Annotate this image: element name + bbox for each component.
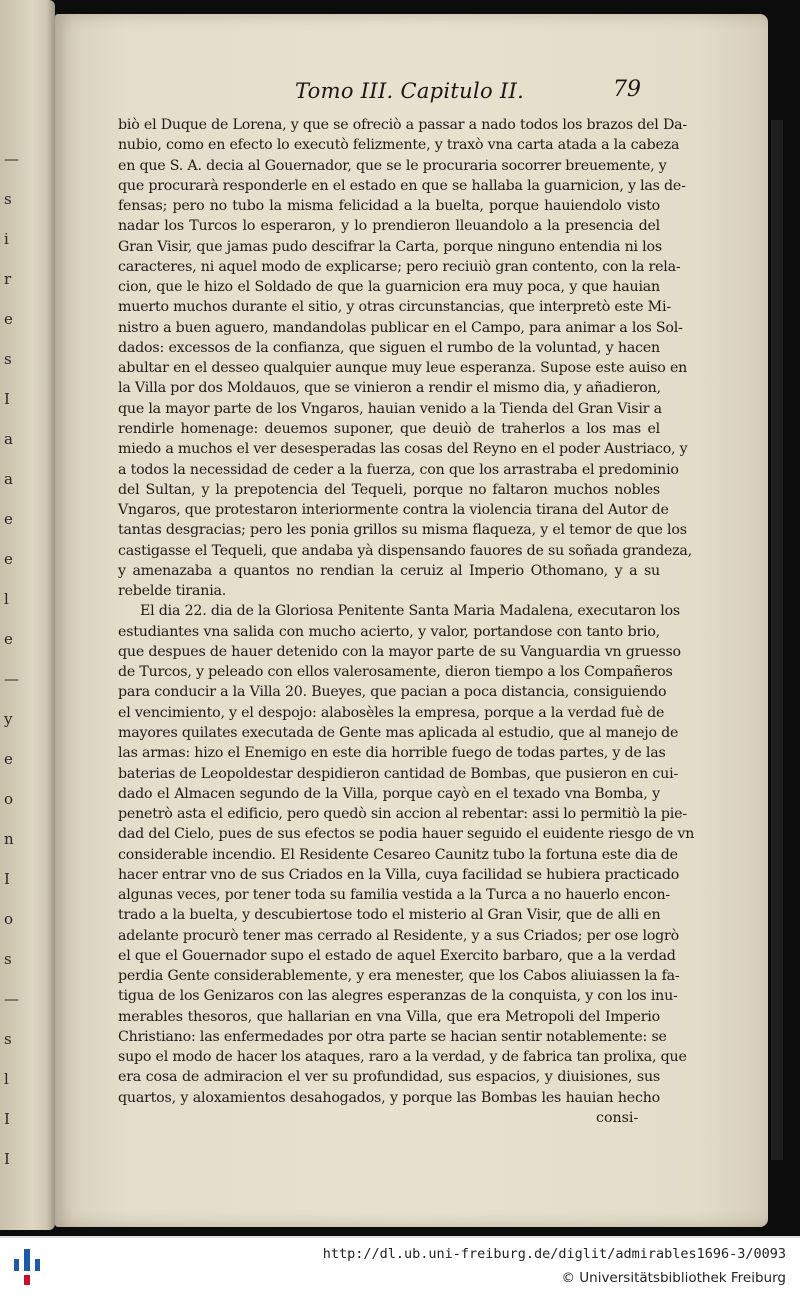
text-line: considerable incendio. El Residente Cesareo Caunitz tubo la fortuna este dia de bbox=[118, 846, 678, 863]
facing-page-fragment: I bbox=[4, 1110, 10, 1128]
facing-page-fragment: a bbox=[4, 470, 13, 488]
university-logo-icon bbox=[10, 1247, 50, 1287]
text-line: nistro a buen aguero, mandandolas publicar en el Campo, para animar a los Sol- bbox=[118, 319, 683, 336]
text-line: hacer entrar vno de sus Criados en la Villa, cuya facilidad se hubiera practicado bbox=[118, 866, 680, 883]
document-url-link[interactable]: http://dl.ub.uni-freiburg.de/diglit/admirables1696-3/0093 bbox=[322, 1246, 786, 1262]
text-line: que despues de hauer detenido con la mayor parte de su Vanguardia vn gruesso bbox=[118, 643, 681, 660]
facing-page-fragment: I bbox=[4, 390, 10, 408]
text-line: dado el Almacen segundo de la Villa, porque cayò en el texado vna Bomba, y bbox=[118, 785, 660, 802]
text-line: era cosa de admiracion el ver su profundidad, sus espacios, y diuisiones, sus bbox=[118, 1069, 660, 1086]
facing-page-fragment: e bbox=[4, 510, 13, 528]
scan-edge-strip bbox=[771, 120, 783, 1160]
logo-bar-center-icon bbox=[24, 1249, 30, 1271]
text-line: mayores quilates executada de Gente mas aplicada al estudio, que al manejo de bbox=[118, 724, 679, 741]
running-title: Tomo III. Capitulo II. bbox=[295, 79, 525, 103]
text-line: dad del Cielo, pues de sus efectos se podia hauer seguido el euidente riesgo de vn bbox=[118, 826, 695, 843]
text-line: en que S. A. decia al Gouernador, que se le procuraria socorrer breuemente, y bbox=[118, 157, 667, 174]
text-line: tigua de los Genizaros con las alegres esperanzas de la conquista, y con los inu- bbox=[118, 988, 678, 1005]
facing-page-fragment: s bbox=[4, 950, 12, 968]
text-line: miedo a muchos el ver desesperadas las cosas del Reyno en el poder Austriaco, y bbox=[118, 441, 688, 458]
body-text bbox=[118, 115, 695, 1108]
text-line: estudiantes vna salida con mucho acierto, y valor, portandose con tanto brio, bbox=[118, 623, 660, 640]
facing-page-fragment: I bbox=[4, 870, 10, 888]
text-line: muerto muchos durante el sitio, y otras circunstancias, que interpretò este Mi- bbox=[118, 299, 671, 316]
facing-page-fragment: e bbox=[4, 550, 13, 568]
facing-page-fragment: l bbox=[4, 590, 9, 608]
text-line: que la mayor parte de los Vngaros, hauian venido a la Tienda del Gran Visir a bbox=[118, 400, 662, 417]
facing-page-fragment: s bbox=[4, 350, 12, 368]
text-line: merables thesoros, que hallarian en vna Villa, que era Metropoli del Imperio bbox=[118, 1008, 660, 1025]
text-line: supo el modo de hacer los ataques, raro a la verdad, y de fabrica tan prolixa, que bbox=[118, 1049, 687, 1066]
text-line: baterias de Leopoldestar despidieron cantidad de Bombas, que pusieron en cui- bbox=[118, 765, 679, 782]
text-line: cion, que le hizo el Soldado de que la guarnicion era muy poca, y que hauian bbox=[118, 279, 660, 296]
text-line: tantas desgracias; pero les ponia grillos su misma flaqueza, y el temor de que los bbox=[118, 522, 687, 539]
text-line: algunas veces, por tener toda su familia vestida a la Turca a no hauerlo encon- bbox=[118, 887, 671, 904]
page-number: 79 bbox=[613, 77, 641, 102]
text-line: quartos, y aloxamientos desahogados, y porque las Bombas les hauian hecho bbox=[118, 1089, 660, 1106]
text-line: el vencimiento, y el despojo: alabosèles la empresa, porque a la verdad fuè de bbox=[118, 704, 665, 721]
text-line: biò el Duque de Lorena, y que se ofreciò a passar a nado todos los brazos del Da- bbox=[118, 117, 687, 133]
facing-page-fragment: s bbox=[4, 1030, 12, 1048]
text-line: a todos la necessidad de ceder a la fuerza, con que los arrastraba el predominio bbox=[118, 461, 679, 478]
logo-bar-left-icon bbox=[14, 1259, 19, 1271]
text-line: y amenazaba a quantos no rendian la ceruiz al Imperio Othomano, y a su bbox=[118, 562, 660, 579]
text-line: perdia Gente considerablemente, y era menester, que los Cabos aliuiassen la fa- bbox=[118, 968, 680, 985]
facing-page-fragment: y bbox=[4, 710, 13, 728]
facing-page-fragment: o bbox=[4, 790, 14, 808]
text-line: Christiano: las enfermedades por otra parte se hacian sentir notablemente: se bbox=[118, 1028, 667, 1045]
text-line: para conducir a la Villa 20. Bueyes, que pacian a poca distancia, consiguiendo bbox=[118, 684, 667, 701]
page-header bbox=[295, 79, 695, 109]
text-line: el que el Gouernador supo el estado de aquel Exercito barbaro, que a la verdad bbox=[118, 947, 676, 964]
facing-page-fragment: — bbox=[4, 990, 19, 1008]
text-line: la Villa por dos Moldauos, que se vinieron a rendir el mismo dia, y añadieron, bbox=[118, 380, 661, 397]
catchword: consi- bbox=[596, 1110, 639, 1126]
text-line: nadar los Turcos lo esperaron, y lo prendieron lleuandolo a la presencia del bbox=[118, 218, 660, 235]
text-line: que procurarà responderle en el estado en que se hallaba la guarnicion, y las de- bbox=[118, 177, 686, 194]
text-line: castigasse el Tequeli, que andaba yà dispensando fauores de su soñada grandeza, bbox=[118, 542, 692, 559]
text-line: caracteres, ni aquel modo de explicarse; pero reciuiò gran contento, con la rela- bbox=[118, 258, 681, 275]
logo-bar-bottom-icon bbox=[24, 1275, 30, 1285]
text-line: adelante procurò tener mas cerrado al Residente, y a sus Criados; per ose logrò bbox=[118, 927, 679, 944]
facing-page-fragment: o bbox=[4, 910, 14, 928]
facing-page-fragment: a bbox=[4, 430, 13, 448]
facing-page-fragment: e bbox=[4, 630, 13, 648]
copyright-notice: © Universitätsbibliothek Freiburg bbox=[561, 1270, 786, 1286]
text-line: Gran Visir, que jamas pudo descifrar la Carta, porque ninguno entendia ni los bbox=[118, 238, 662, 255]
text-line: las armas: hizo el Enemigo en este dia horrible fuego de todas partes, y de las bbox=[118, 745, 666, 762]
facing-page-fragment: l bbox=[4, 1070, 9, 1088]
text-line: del Sultan, y la prepotencia del Tequeli, porque no faltaron muchos nobles bbox=[118, 481, 660, 498]
text-line: fensas; pero no tubo la misma felicidad a la buelta, porque hauiendolo visto bbox=[118, 198, 660, 215]
text-line: nubio, como en efecto lo executò felizmente, y traxò vna carta atada a la cabeza bbox=[118, 137, 680, 154]
facing-page-fragment: — bbox=[4, 670, 19, 688]
facing-page-fragment: r bbox=[4, 270, 12, 288]
text-line: Vngaros, que protestaron interiormente contra la violencia tirana del Autor de bbox=[118, 502, 669, 519]
facing-page-fragment: e bbox=[4, 750, 13, 768]
facing-page-fragment: i bbox=[4, 230, 9, 248]
text-line: trado a la buelta, y descubiertose todo el misterio al Gran Visir, que de alli en bbox=[118, 907, 661, 924]
facing-page-fragment: I bbox=[4, 1150, 10, 1168]
text-line: El dia 22. dia de la Gloriosa Penitente Santa Maria Madalena, executaron los bbox=[140, 603, 680, 620]
facing-page-fragment: n bbox=[4, 830, 14, 848]
viewer-footer bbox=[0, 1236, 800, 1295]
text-line: abultar en el desseo qualquier aunque muy leue esperanza. Supose este auiso en bbox=[118, 360, 688, 377]
text-line: dados: excessos de la confianza, que siguen el rumbo de la voluntad, y hacen bbox=[118, 339, 660, 356]
facing-page-fragment: s bbox=[4, 190, 12, 208]
text-line: penetrò asta el edificio, pero quedò sin accion al rebentar: assi lo permitiò la pie- bbox=[118, 806, 687, 823]
text-line: de Turcos, y peleado con ellos valerosamente, dieron tiempo a los Compañeros bbox=[118, 664, 673, 681]
text-line: rebelde tirania. bbox=[118, 583, 227, 600]
text-line: rendirle homenage: deuemos suponer, que deuiò de traherlos a los mas el bbox=[118, 420, 660, 437]
facing-page-fragment: — bbox=[4, 150, 19, 168]
logo-bar-right-icon bbox=[35, 1259, 40, 1271]
facing-page-fragment: e bbox=[4, 310, 13, 328]
